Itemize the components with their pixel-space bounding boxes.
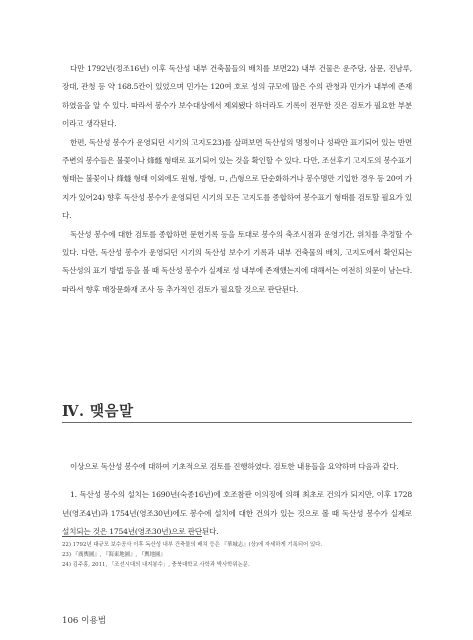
footnote: 23) 『廣輿圖』, 『海東地圖』, 『輿地圖』 [62,552,166,559]
footnote: 24) 김주홍, 2011, 「조선시대의 내지봉수」, 충북대학교 사학과 박사학위논문. [62,562,250,569]
body-text [62,60,412,299]
page-number: 106 [62,616,79,626]
section-title: Ⅳ. 맺음말 [62,403,134,420]
paragraph: 독산성 봉수에 대한 검토를 종합하면 문헌기록 등을 토대로 봉수의 축조시점과 운영기간, 위치를 추정할 수 있다. 다만, 독산성 봉수가 운영되던 시기의 독산성 보수기 기록과 내부 건축물의 배치, 고지도에서 확인되는 독산성의 표기 방법 등을 볼 때 독산성 봉수가 실제로 성 내부에 존재했는지에 대해서는 여전히 의문이 남는다. 따라서 향후 매장문화재 조사 등 추가적인 검토가 필요할 것으로 판단된다. [62,229,412,294]
author-name: 이용범 [81,616,107,626]
paragraph: 한편, 독산성 봉수가 운영되던 시기의 고지도23)를 살펴보면 독산성의 명칭이나 성곽만 표기되어 있는 반면 주변의 봉수들은 불꽃이나 烽燧 형태로 표기되어 있는 것을 확인할 수 있다. 다만, 조선후기 고지도의 봉수표기 형태는 불꽃이나 烽燧 형태 이외에도 원형, 방형, ㅁ, 凸형으로 단순화하거나 봉수명만 기입한 경우 등 20여 가지가 있어24) 향후 독산성 봉수가 운영되던 시기의 모든 고지도를 종합하여 봉수표기 형태를 검토할 필요가 있다. [62,137,412,221]
paragraph: 이상으로 독산성 봉수에 대하여 기초적으로 검토를 진행하였다. 검토한 내용들을 요약하며 다음과 같다. [70,462,399,471]
section-divider [62,422,412,423]
paragraph: 1. 독산성 봉수의 설치는 1690년(숙종16년)에 호조참판 이의징에 의해 최초로 건의가 되지만, 이후 1728년(영조4년)과 1754년(영조30년)에도 봉수에 설치에 대한 건의가 있는 것으로 볼 때 독산성 봉수가 실제로 설치되는 것은 1754년(영조30년)으로 판단된다. [62,490,412,537]
footnotes [62,540,412,571]
footnote: 22) 1792년 대규모 보수공사 이후 독산성 내부 건축물의 배치 등은 『華城志』(상)에 자세하게 기록되어 있다. [62,542,323,548]
page-footer [62,614,106,626]
paragraph: 다만 1792년(정조16년) 이후 독산성 내부 건축물들의 배치를 보면22) 내부 건물은 운주당, 삼문, 진남루, 장대, 관청 등 약 168.5칸이 있었으며 민가는 120여 호로 성의 규모에 많은 수의 관청과 민가가 내부에 존재하였음을 알 수 있다. 따라서 봉수가 보수대상에서 제외됐다 하더라도 기록이 전무한 것은 검토가 필요한 부분이라고 생각된다. [62,64,412,129]
summary-text [62,458,412,542]
footnote-divider [62,536,202,537]
